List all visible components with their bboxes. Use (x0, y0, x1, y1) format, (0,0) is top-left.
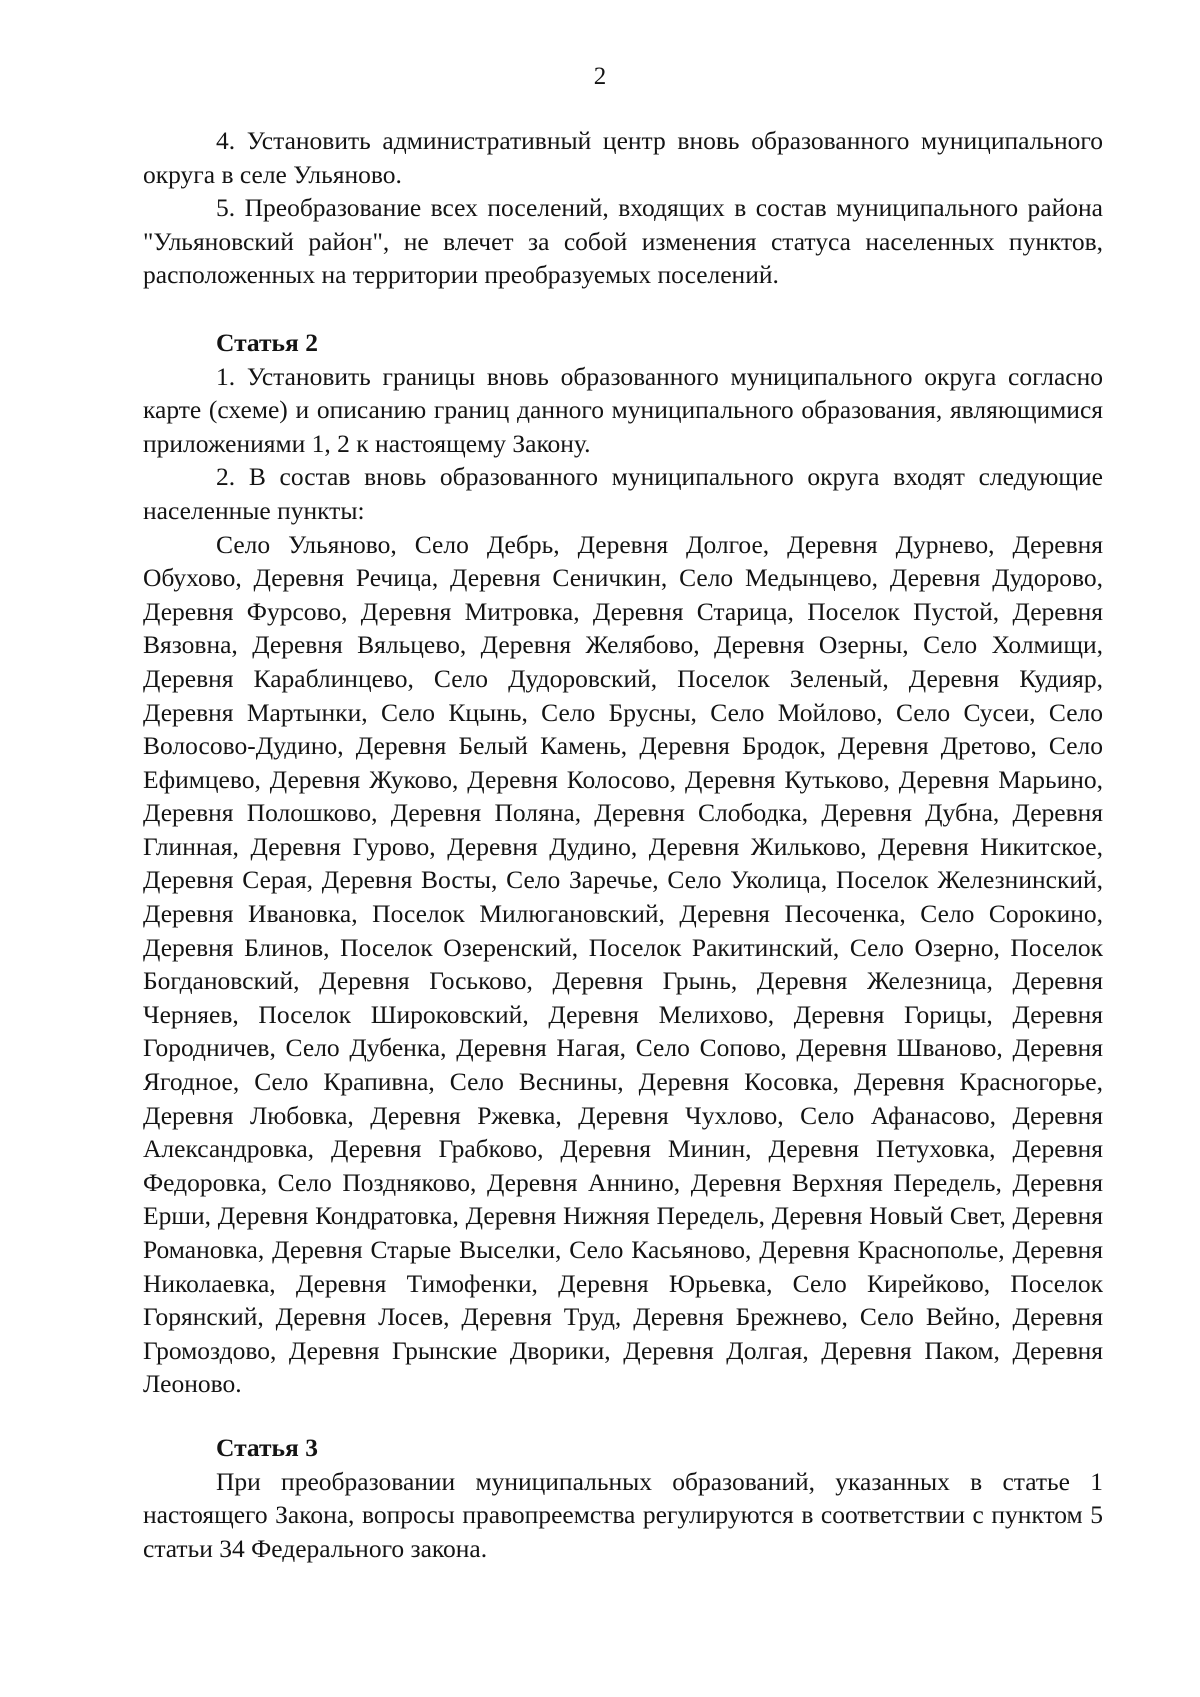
spacer (143, 292, 1103, 326)
settlements-list: Село Ульяново, Село Дебрь, Деревня Долгое, Деревня Дурнево, Деревня Обухово, Деревня Речица, Деревня Сеничкин, Село Медынцево, Деревня Дудорово, Деревня Фурсово, Деревня Митровка, Деревня Старица, Поселок Пустой, Деревня Вязовна, Деревня Вяльцево, Деревня Желябово, Деревня Озерны, Село Холмищи, Деревня Караблинцево, Село Дудоровский, Поселок Зеленый, Деревня Кудияр, Деревня Мартынки, Село Кцынь, Село Брусны, Село Мойлово, Село Сусеи, Село Волосово-Дудино, Деревня Белый Камень, Деревня Бродок, Деревня Дретово, Село Ефимцево, Деревня Жуково, Деревня Колосово, Деревня Кутьково, Деревня Марьино, Деревня Полошково, Деревня Поляна, Деревня Слободка, Деревня Дубна, Деревня Глинная, Деревня Гурово, Деревня Дудино, Деревня Жильково, Деревня Никитское, Деревня Серая, Деревня Восты, Село Заречье, Село Уколица, Поселок Железнинский, Деревня Ивановка, Поселок Милюгановский, Деревня Песоченка, Село Сорокино, Деревня Блинов, Поселок Озеренский, Поселок Ракитинский, Село Озерно, Поселок Богдановский, Деревня Госьково, Деревня Грынь, Деревня Железница, Деревня Черняев, Поселок Широковский, Деревня Мелихово, Деревня Горицы, Деревня Городничев, Село Дубенка, Деревня Нагая, Село Сопово, Деревня Шваново, Деревня Ягодное, Село Крапивна, Село Веснины, Деревня Косовка, Деревня Красногорье, Деревня Любовка, Деревня Ржевка, Деревня Чухлово, Село Афанасово, Деревня Александровка, Деревня Грабково, Деревня Минин, Деревня Петуховка, Деревня Федоровка, Село Поздняково, Деревня Аннино, Деревня Верхняя Передель, Деревня Ерши, Деревня Кондратовка, Деревня Нижняя Передель, Деревня Новый Свет, Деревня Романовка, Деревня Старые Выселки, Село Касьяново, Деревня Краснополье, Деревня Николаевка, Деревня Тимофенки, Деревня Юрьевка, Село Кирейково, Поселок Горянский, Деревня Лосев, Деревня Труд, Деревня Брежнево, Село Вейно, Деревня Громоздово, Деревня Грынские Дворики, Деревня Долгая, Деревня Паком, Деревня Леоново. (143, 529, 1103, 1399)
page-number: 2 (593, 63, 607, 90)
paragraph-admin-center: 4. Установить административный центр вновь образованного муниципального округа в селе Ульяново. (143, 126, 1103, 189)
paragraph-settlement-status: 5. Преобразование всех поселений, входящих в состав муниципального района "Ульяновский район", не влечет за собой изменения статуса населенных пунктов, расположенных на территории преобразуемых поселений. (143, 193, 1103, 290)
document-body (143, 124, 1103, 1565)
article-2-paragraph-2: 2. В состав вновь образованного муниципального округа входят следующие населенные пункты: (143, 462, 1103, 525)
article-2-paragraph-1: 1. Установить границы вновь образованного муниципального округа согласно карте (схеме) и описанию границ данного муниципального образования, являющимися приложениями 1, 2 к настоящему Закону. (143, 361, 1103, 458)
article-2-heading: Статья 2 (216, 327, 318, 357)
article-3-heading: Статья 3 (216, 1432, 318, 1462)
article-3-paragraph-1: При преобразовании муниципальных образований, указанных в статье 1 настоящего Закона, вопросы правопреемства регулируются в соответствии с пунктом 5 статьи 34 Федерального закона. (143, 1466, 1103, 1563)
spacer (143, 1401, 1103, 1431)
